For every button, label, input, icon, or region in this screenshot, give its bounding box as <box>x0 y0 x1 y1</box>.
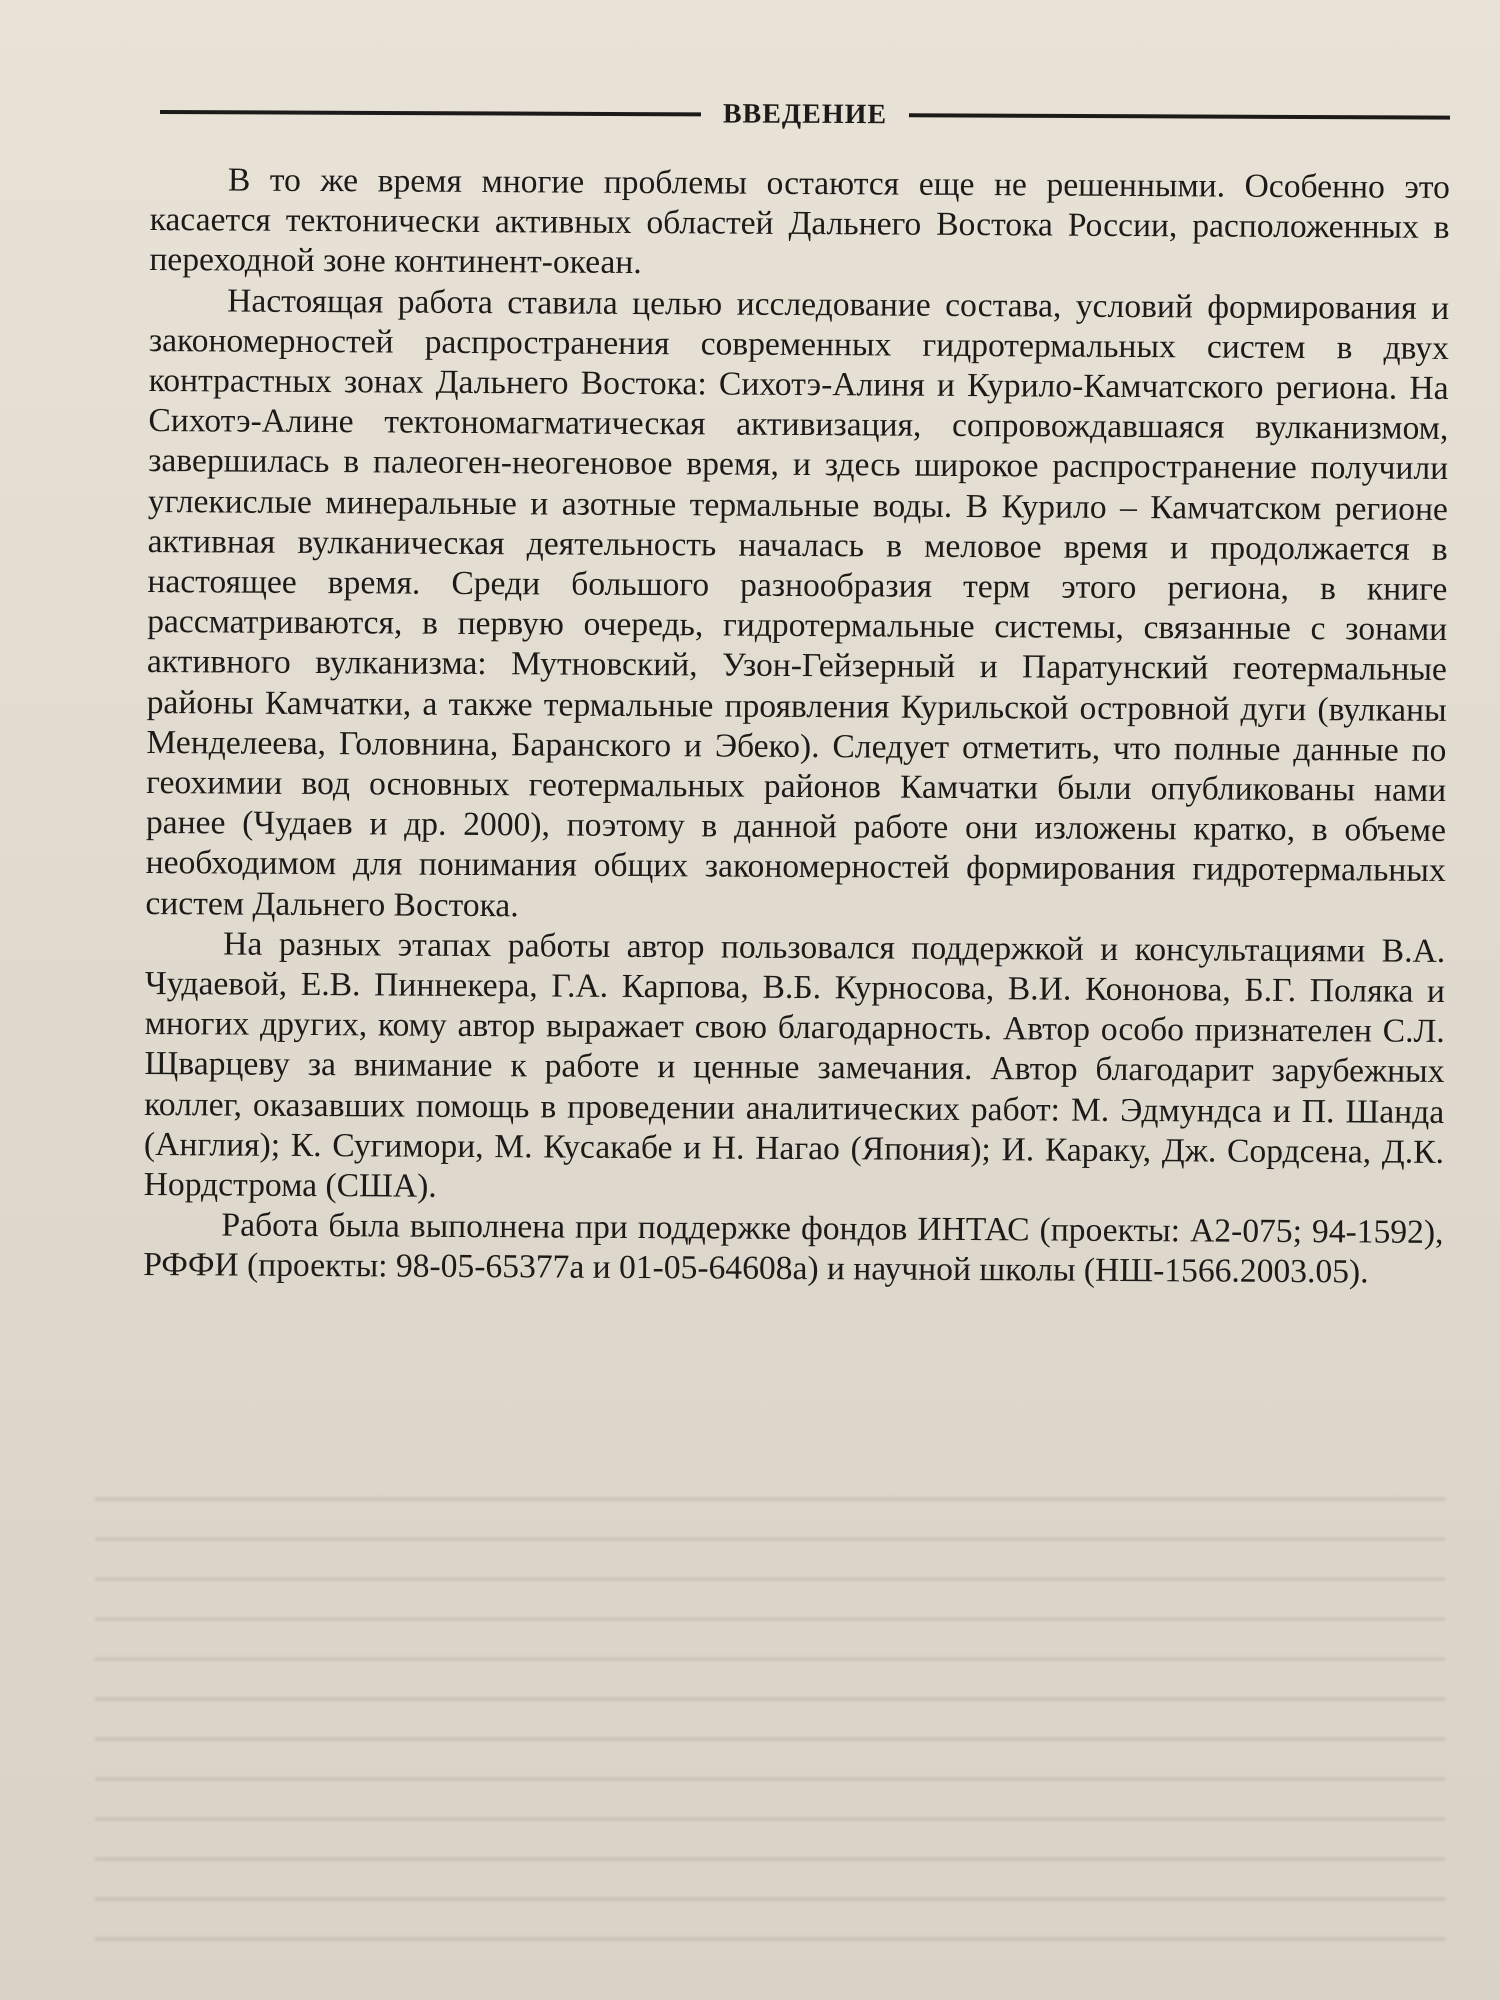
body-text <box>143 160 1450 1294</box>
header-rule-right <box>909 113 1450 119</box>
paragraph-1: В то же время многие проблемы остаются еще не решенными. Особенно это касается тектонически активных областей Дальнего Востока России, расположенных в переходной зоне континент-океан. <box>149 161 1450 282</box>
header-title: ВВЕДЕНИЕ <box>722 98 888 131</box>
paragraph-2: Настоящая работа ставила целью исследование состава, условий формирования и закономерностей распространения современных гидротермальных систем в двух контрастных зонах Дальнего Востока: Сихотэ-Алиня и Курило-Камчатского региона. На Сихотэ-Алине тектономагматическая активизация, сопровождавшаяся вулканизмом, завершилась в палеоген-неогеновое время, и здесь широкое распространение получили углекислые минеральные и азотные термальные воды. В Курило – Камчатском регионе активная вулканическая деятельность началась в меловое время и продолжается в настоящее время. Среди большого разнообразия терм этого региона, в книге рассматриваются, в первую очередь, гидротермальные системы, связанные с зонами активного вулканизма: Мутновский, Узон-Гейзерный и Паратунский геотермальные районы Камчатки, а также термальные проявления Курильской островной дуги (вулканы Менделеева, Головнина, Баранского и Эбеко). Следует отметить, что полные данные по геохимии вод основных геотермальных районов Камчатки были опубликованы нами ранее (Чудаев и др. 2000), поэтому в данной работе они изложены кратко, в объеме необходимом для понимания общих закономерностей формирования гидротермальных систем Дальнего Востока. <box>145 282 1450 924</box>
paragraph-4: Работа была выполнена при поддержке фондов ИНТАС (проекты: А2-075; 94-1592), РФФИ (проекты: 98-05-65377а и 01-05-64608а) и научной школы (НШ-1566.2003.05). <box>143 1206 1444 1291</box>
show-through-text <box>95 1475 1445 1945</box>
header-rule-left <box>160 110 701 116</box>
paragraph-3: На разных этапах работы автор пользовался поддержкой и консультациями В.А. Чудаевой, Е.В. Пиннекера, Г.А. Карпова, В.Б. Курносова, В.И. Кононова, Б.Г. Поляка и многих других, кому автор выражает свою благодарность. Автор особо признателен С.Л. Щварцеву за внимание к работе и ценные замечания. Автор благодарит зарубежных коллег, оказавших помощь в проведении аналитических работ: М. Эдмундса и П. Шанда (Англия); К. Сугимори, М. Кусакабе и Н. Нагао (Япония); И. Караку, Дж. Сордсена, Д.К. Нордстрома (США). <box>143 925 1446 1205</box>
running-header <box>160 92 1450 138</box>
